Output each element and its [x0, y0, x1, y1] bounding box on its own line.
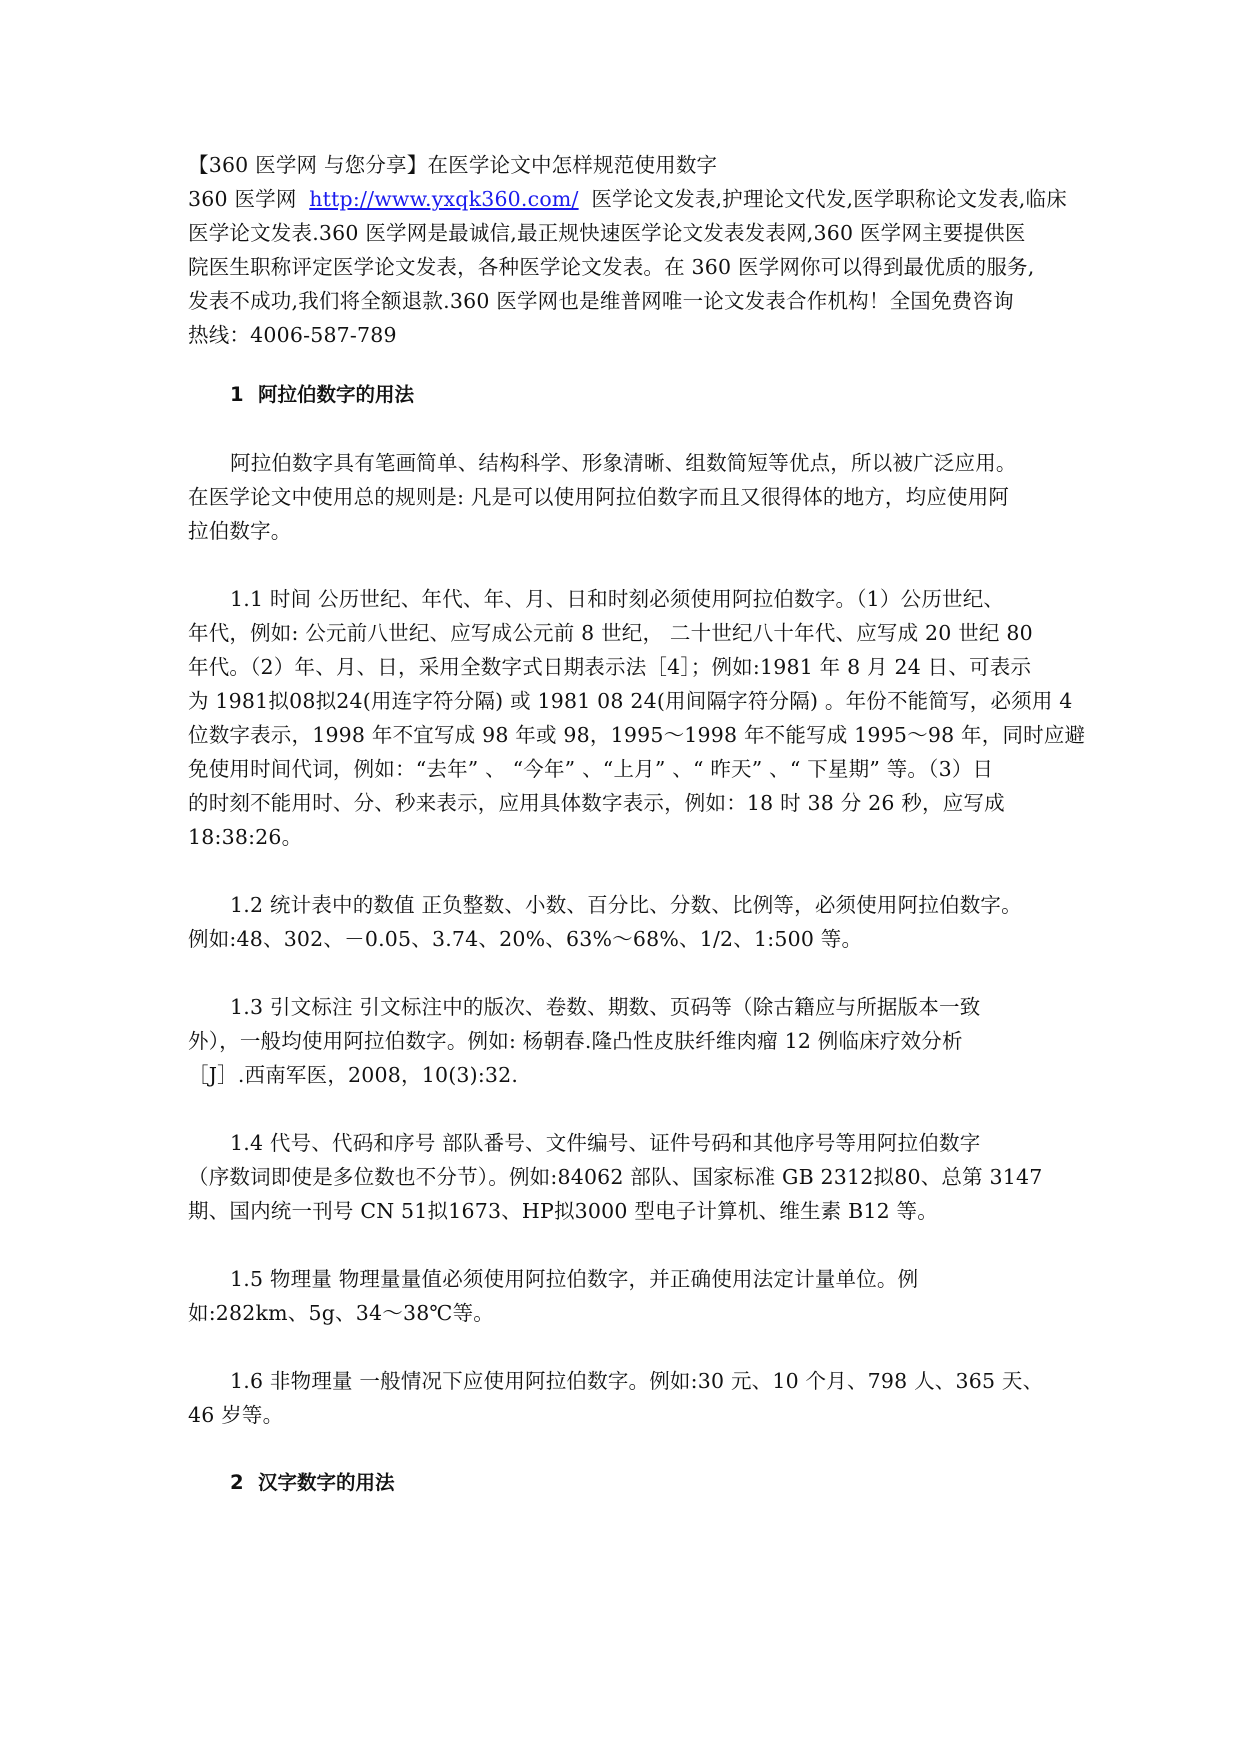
- paragraph-line: 期、国内统一刊号 CN 51拟1673、HP拟3000 型电子计算机、维生素 B12 等。: [188, 1199, 938, 1223]
- paragraph-line: 1.2 统计表中的数值 正负整数、小数、百分比、分数、比例等，必须使用阿拉伯数字。: [230, 893, 1022, 917]
- paragraph-line: 1.5 物理量 物理量量值必须使用阿拉伯数字，并正确使用法定计量单位。例: [230, 1267, 919, 1291]
- intro-line: 发表不成功,我们将全额退款.360 医学网也是维普网唯一论文发表合作机构！全国免费咨询: [188, 289, 1014, 313]
- paragraph-line: 的时刻不能用时、分、秒来表示，应用具体数字表示，例如：18 时 38 分 26 秒，应写成: [188, 791, 1005, 815]
- paragraph-line: 例如:48、302、－0.05、3.74、20%、63%～68%、1/2、1:500 等。: [188, 927, 863, 951]
- paragraph-line: 免使用时间代词，例如：“去年” 、 “今年” 、“上月” 、“ 昨天” 、“ 下星期” 等。（3）日: [188, 757, 994, 781]
- paragraph-line: 为 1981拟08拟24(用连字符分隔) 或 1981 08 24(用间隔字符分隔) 。年份不能简写，必须用 4: [188, 689, 1073, 713]
- paragraph-line: 年代。（2）年、月、日，采用全数字式日期表示法［4］；例如:1981 年 8 月 24 日、可表示: [188, 655, 1032, 679]
- paragraph-line: 18:38:26。: [188, 825, 303, 849]
- intro-hotline: 热线：4006-587-789: [188, 323, 397, 347]
- paragraph-line: 在医学论文中使用总的规则是: 凡是可以使用阿拉伯数字而且又很得体的地方，均应使用阿: [188, 485, 1010, 509]
- paragraph-line: 1.3 引文标注 引文标注中的版次、卷数、期数、页码等（除古籍应与所据版本一致: [230, 995, 981, 1019]
- paragraph-line: 外），一般均使用阿拉伯数字。例如: 杨朝春.隆凸性皮肤纤维肉瘤 12 例临床疗效分析: [188, 1029, 963, 1053]
- section-number: 2: [230, 1471, 244, 1494]
- intro-prefix: 360 医学网: [188, 187, 304, 211]
- paragraph-line: 如:282km、5g、34～38℃等。: [188, 1301, 494, 1325]
- paragraph-line: 46 岁等。: [188, 1403, 284, 1427]
- paragraph-line: ［J］.西南军医，2008，10(3):32.: [188, 1063, 519, 1087]
- paragraph-line: 位数字表示，1998 年不宜写成 98 年或 98，1995～1998 年不能写成 1995～98 年，同时应避: [188, 723, 1086, 747]
- paragraph-line: 年代，例如: 公元前八世纪、应写成公元前 8 世纪， 二十世纪八十年代、应写成 20 世纪 80: [188, 621, 1033, 645]
- intro-line: 院医生职称评定医学论文发表，各种医学论文发表。在 360 医学网你可以得到最优质的服务,: [188, 255, 1035, 279]
- intro-line: 医学论文发表.360 医学网是最诚信,最正规快速医学论文发表发表网,360 医学网主要提供医: [188, 221, 1026, 245]
- paragraph-line: 阿拉伯数字具有笔画简单、结构科学、形象清晰、组数简短等优点，所以被广泛应用。: [230, 451, 1017, 475]
- paragraph-line: 1.1 时间 公历世纪、年代、年、月、日和时刻必须使用阿拉伯数字。（1）公历世纪、: [230, 587, 1005, 611]
- section-title: 阿拉伯数字的用法: [258, 383, 415, 406]
- paragraph-line: 1.6 非物理量 一般情况下应使用阿拉伯数字。例如:30 元、10 个月、798 人、365 天、: [230, 1369, 1044, 1393]
- intro-suffix: 医学论文发表,护理论文代发,医学职称论文发表,临床: [584, 187, 1067, 211]
- paragraph-line: 拉伯数字。: [188, 519, 292, 543]
- section-1-heading: [188, 378, 1068, 412]
- section-2-heading: [188, 1466, 1068, 1500]
- paragraph-line: 1.4 代号、代码和序号 部队番号、文件编号、证件号码和其他序号等用阿拉伯数字: [230, 1131, 981, 1155]
- document-page: [188, 148, 1086, 1500]
- intro-title-line: 【360 医学网 与您分享】在医学论文中怎样规范使用数字: [188, 153, 718, 177]
- site-link[interactable]: http://www.yxqk360.com/: [309, 187, 579, 211]
- section-title: 汉字数字的用法: [258, 1471, 395, 1494]
- intro-link-line: [188, 182, 1068, 216]
- section-number: 1: [230, 383, 244, 406]
- paragraph-line: （序数词即使是多位数也不分节）。例如:84062 部队、国家标准 GB 2312拟80、总第 3147: [188, 1165, 1043, 1189]
